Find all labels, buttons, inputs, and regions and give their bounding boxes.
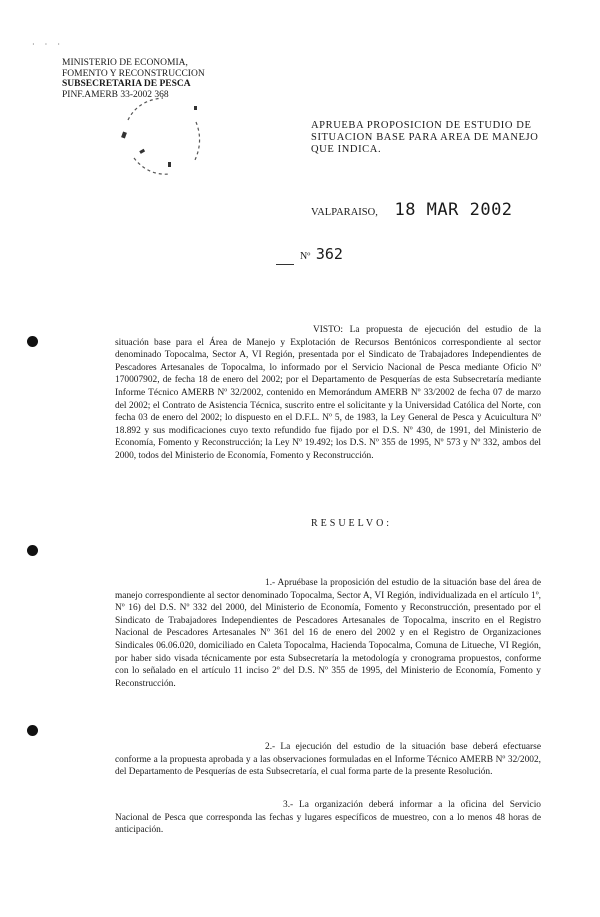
visto-paragraph: VISTO: La propuesta de ejecución del estudio de la situación base para el Área de Manejo y Explotación de Recursos Bentónicos correspondiente al sector denominado Topocalma, Sector A, VI Región, presentada por el Sindicato de Trabajadores Independientes de Pescadores Artesanales de Topocalma, lo informado por el Servicio Nacional de Pesca mediante Oficio Nº 170007902, de fecha 18 de enero del 2002; por el Departamento de Pesquerías de esta Subsecretaría mediante Informe Técnico AMERB Nº 32/2002, contenido en Memorándum AMERB Nº 33/2002 de fecha 07 de marzo del 2002; el Contrato de Asistencia Técnica, suscrito entre el solicitante y la Universidad Católica del Norte, con fecha 03 de enero del 2002; lo dispuesto en el D.F.L. Nº 5, de 1983, la Ley General de Pesca y Acuicultura Nº 18.892 y sus modificaciones cuyo texto refundido fue fijado por el D.S. Nº 430, de 1991, del Ministerio de Economía, Fomento y Reconstrucción; la Ley Nº 19.492; los D.S. Nº 355 de 1995, Nº 573 y Nº 332, ambos del 2000, todos del Ministerio de Economía, Fomento y Reconstrucción. (115, 325, 541, 461)
resolution-item-1: 1.- Apruébase la proposición del estudio de la situación base del área de manejo correspondiente al sector denominado Topocalma, Sector A, VI Región, individualizada en el artículo 1º, Nº 16) del D.S. Nº 332 del 2000, del Ministerio de Economía, Fomento y Reconstrucción, presentado por el Sindicato de Trabajadores Independientes de Pescadores Artesanales de Topocalma, inscrito en el Registro Nacional de Pescadores Artesanales Nº 361 del 16 de enero del 2002 y en el Registro de Organizaciones Sindicales 06.06.020, domiciliado en Caleta Topocalma, Hacienda Topocalma, Comuna de Litueche, VI Región, por haber sido visada técnicamente por esta Subsecretaría la metodología y cronograma propuestos, conforme con lo señalado en el artículo 11 inciso 2º del D.S. Nº 355 de 1995, del Ministerio de Economía, Fomento y Reconstrucción. (115, 578, 541, 689)
number-label: Nº (300, 251, 311, 262)
number-value: 362 (315, 245, 343, 263)
letterhead-reference: PINF.AMERB 33-2002 368 (62, 89, 169, 100)
subject-line-3: QUE INDICA. (311, 144, 382, 155)
hole-punch-mark (27, 545, 38, 556)
date-place: VALPARAISO, (311, 207, 378, 218)
subject-line-1: APRUEBA PROPOSICION DE ESTUDIO DE (311, 120, 532, 131)
letterhead-ministry-2: FOMENTO Y RECONSTRUCCION (62, 68, 205, 79)
resolution-item-2: 2.- La ejecución del estudio de la situación base deberá efectuarse conforme a la propuesta aprobada y a las observaciones formuladas en el Informe Técnico AMERB Nº 32/2002, del Departamento de Pesquerías de esta Subsecretaría, el cual forma parte de la presente Resolución. (115, 742, 541, 778)
resolution-subject (311, 120, 561, 156)
resolution-number (300, 245, 343, 263)
hole-punch-mark (27, 725, 38, 736)
number-dash (276, 264, 294, 265)
resuelvo-heading: RESUELVO: (311, 518, 393, 529)
date-line (311, 200, 513, 220)
subject-line-2: SITUACION BASE PARA AREA DE MANEJO (311, 132, 539, 143)
scan-specks: · · · (32, 40, 64, 49)
hole-punch-mark (27, 336, 38, 347)
resolution-item-3: 3.- La organización deberá informar a la oficina del Servicio Nacional de Pesca que corresponda las fechas y lugares específicos de muestreo, con a lo menos 48 horas de anticipación. (115, 800, 541, 836)
official-seal-stamp (118, 92, 208, 182)
letterhead-subsecretaria: SUBSECRETARIA DE PESCA (62, 79, 191, 89)
letterhead-ministry: MINISTERIO DE ECONOMIA, (62, 58, 188, 68)
date-stamp: 18 MAR 2002 (394, 200, 513, 220)
